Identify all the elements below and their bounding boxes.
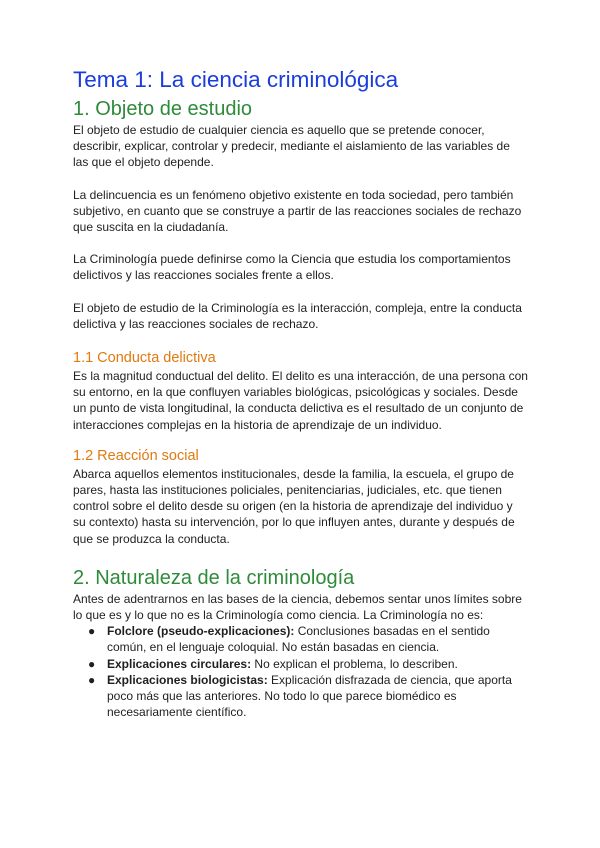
subsection-1-1-text: Es la magnitud conductual del delito. El delito es una interacción, de una persona con su entorno, en la que confluyen variables biológicas, psicológicas y sociales. Desde un punto de vista longitudinal, la conducta delictiva es el resultado de un conjunto de interacciones complejas en la historia de aprendizaje de un individuo. <box>73 369 528 432</box>
list-item-term: Folclore (pseudo-explicaciones): <box>107 624 295 639</box>
subsection-1-2-heading: 1.2 Reacción social <box>73 447 199 464</box>
section-1-heading: 1. Objeto de estudio <box>73 98 253 120</box>
bullet-icon: ● <box>88 656 96 671</box>
section-2-heading: 2. Naturaleza de la criminología <box>73 566 355 589</box>
document-title: Tema 1: La ciencia criminológica <box>73 67 399 92</box>
bullet-icon: ● <box>88 624 96 639</box>
bullet-icon: ● <box>88 672 96 687</box>
list-item <box>88 656 528 672</box>
document-page <box>73 66 528 720</box>
list-item-term: Explicaciones biologicistas: <box>107 672 268 687</box>
list-item <box>88 623 528 655</box>
list-item-text: No explican el problema, lo describen. <box>251 656 458 671</box>
list-item <box>88 672 528 721</box>
subsection-1-2-text: Abarca aquellos elementos institucionales, desde la familia, la escuela, el grupo de pares, hasta las instituciones policiales, penitenciarias, judiciales, etc. que tienen control sobre el delito desde su origen (en la historia de aprendizaje del individuo y su contexto) hasta su intervención, por lo que influyen antes, durante y después de que se produzca la conducta. <box>73 466 515 546</box>
list-item-text: Conclusiones basadas en el sentido común, en el lenguaje coloquial. No están basadas en ciencia. <box>107 624 490 655</box>
section-1-paragraph-3: La Criminología puede definirse como la Ciencia que estudia los comportamientos delictivos y las reacciones sociales frente a ellos. <box>73 252 511 283</box>
list-item-text: Explicación disfrazada de ciencia, que aporta poco más que las anteriores. No todo lo que parece biomédico es necesariamente científico. <box>107 672 512 720</box>
section-1-paragraph-2: La delincuencia es un fenómeno objetivo existente en toda sociedad, pero también subjetivo, en cuanto que se construye a partir de las reacciones sociales de rechazo que suscita en la ciudadanía. <box>73 187 522 235</box>
section-1-paragraph-4: El objeto de estudio de la Criminología es la interacción, compleja, entre la conducta delictiva y las reacciones sociales de rechazo. <box>73 300 522 331</box>
section-1-paragraph-1: El objeto de estudio de cualquier ciencia es aquello que se pretende conocer, describir, explicar, controlar y predecir, mediante el aislamiento de las variables de las que el objeto depende. <box>73 123 510 170</box>
subsection-1-1-heading: 1.1 Conducta delictiva <box>73 350 216 367</box>
list-item-term: Explicaciones circulares: <box>107 656 252 671</box>
section-2-intro: Antes de adentrarnos en las bases de la ciencia, debemos sentar unos límites sobre lo que es y lo que no es la Criminología como ciencia. La Criminología no es: <box>73 591 522 623</box>
section-2-list <box>73 623 528 720</box>
